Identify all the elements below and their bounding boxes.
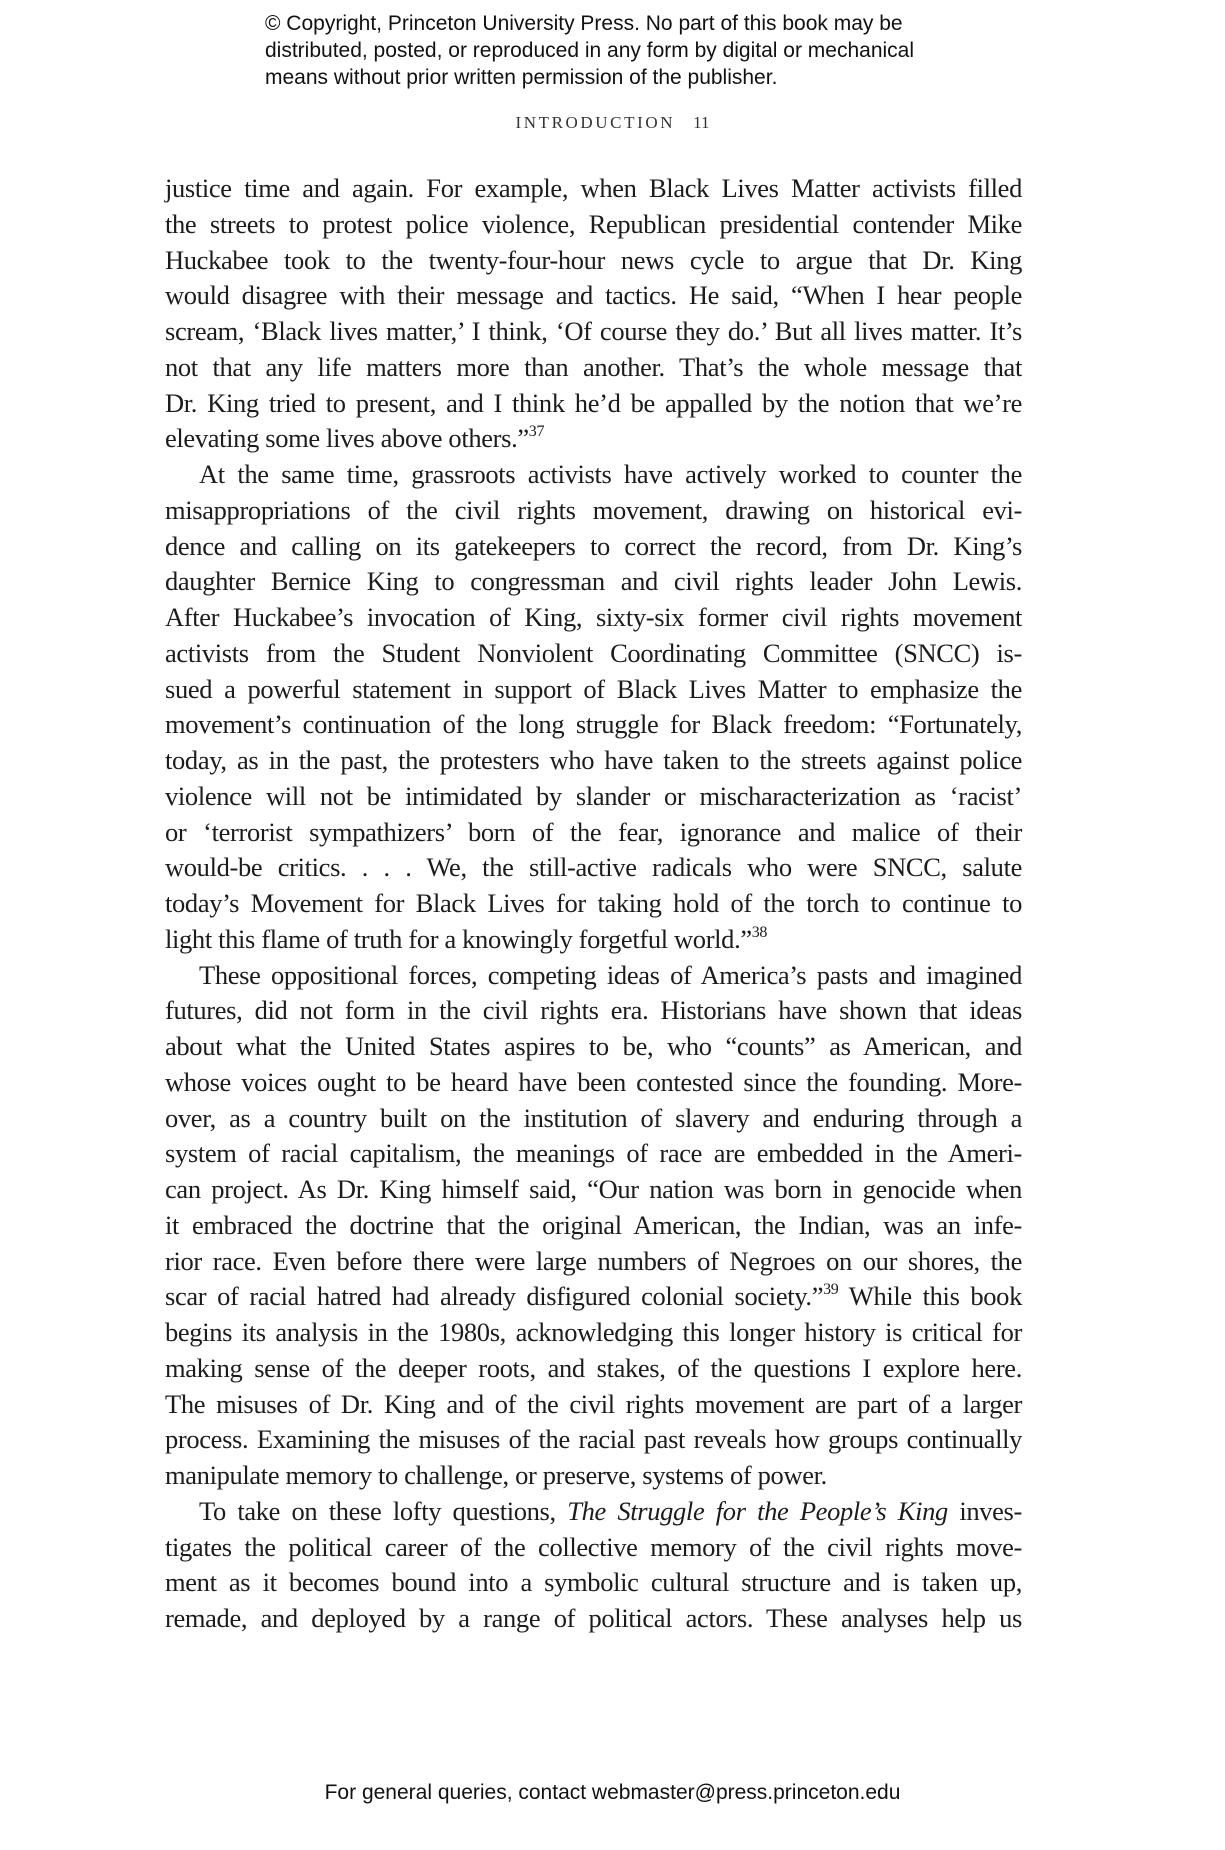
text-line-content bbox=[165, 1029, 1022, 1065]
text-line-content bbox=[165, 779, 1022, 815]
text-line-content bbox=[165, 1136, 1022, 1172]
text-line bbox=[165, 171, 1022, 207]
text-line-content bbox=[165, 421, 544, 457]
text-line bbox=[165, 636, 1022, 672]
text-line bbox=[165, 207, 1022, 243]
paragraph bbox=[165, 958, 1022, 1494]
text-run: today, as in the past, the protesters who have taken to the streets against police bbox=[165, 745, 1022, 775]
text-run: today’s Movement for Black Lives for taking hold of the torch to continue to bbox=[165, 888, 1022, 918]
text-line bbox=[165, 1172, 1022, 1208]
text-line-content bbox=[165, 1351, 1022, 1387]
text-run: justice time and again. For example, when Black Lives Matter activists filled bbox=[165, 173, 1022, 203]
text-line-content bbox=[165, 1172, 1022, 1208]
running-head bbox=[0, 113, 1225, 133]
text-line-content bbox=[165, 1458, 827, 1494]
text-run: the streets to protest police violence, Republican presidential contender Mike bbox=[165, 208, 1022, 239]
text-line-content bbox=[165, 600, 1022, 636]
text-line bbox=[165, 600, 1022, 636]
text-line bbox=[165, 1136, 1022, 1172]
text-line bbox=[165, 1494, 1022, 1530]
chapter-title: INTRODUCTION bbox=[515, 113, 676, 132]
text-line bbox=[165, 815, 1022, 851]
text-line-content bbox=[165, 993, 1022, 1029]
text-run: inves- bbox=[947, 1495, 1022, 1526]
text-line bbox=[165, 958, 1022, 994]
text-line-content bbox=[165, 350, 1022, 386]
text-line bbox=[165, 314, 1022, 350]
text-line-content bbox=[165, 314, 1022, 350]
text-line bbox=[165, 386, 1022, 422]
text-line-content bbox=[199, 457, 1022, 493]
text-line bbox=[165, 350, 1022, 386]
text-line-content bbox=[165, 564, 1022, 600]
text-line-content bbox=[165, 1387, 1022, 1423]
text-line bbox=[165, 1029, 1022, 1065]
text-run: scar of racial hatred had already disfigured colonial society.” bbox=[165, 1281, 824, 1312]
footer-contact: For general queries, contact webmaster@press.princeton.edu bbox=[324, 1781, 901, 1804]
text-line bbox=[165, 779, 1022, 815]
text-line-content bbox=[165, 1279, 1022, 1315]
text-run: After Huckabee’s invocation of King, sixty-six former civil rights movement bbox=[165, 602, 1022, 632]
copyright-line: © Copyright, Princeton University Press. No part of this book may be bbox=[265, 12, 903, 35]
text-run: light this flame of truth for a knowingly forgetful world.” bbox=[165, 923, 752, 954]
text-line-content bbox=[165, 886, 1022, 922]
text-line bbox=[165, 672, 1022, 708]
text-line bbox=[165, 278, 1022, 314]
text-run: would-be critics. . . . We, the still-active radicals who were SNCC, salute bbox=[165, 852, 1022, 883]
text-line bbox=[165, 707, 1022, 743]
text-line bbox=[165, 493, 1022, 529]
text-line-content bbox=[165, 815, 1022, 851]
text-line bbox=[165, 1244, 1022, 1280]
text-line bbox=[165, 922, 1022, 958]
text-line bbox=[165, 1315, 1022, 1351]
text-line-content bbox=[199, 1494, 1022, 1530]
text-line bbox=[165, 1208, 1022, 1244]
text-run: would disagree with their message and tactics. He said, “When I hear people bbox=[165, 280, 1022, 311]
text-run: futures, did not form in the civil rights era. Historians have shown that ideas bbox=[165, 995, 1022, 1026]
text-line-content bbox=[165, 922, 767, 958]
text-line-content bbox=[165, 1101, 1022, 1137]
text-run: sued a powerful statement in support of Black Lives Matter to emphasize the bbox=[165, 673, 1022, 704]
body-text bbox=[165, 171, 1022, 1637]
text-line bbox=[165, 243, 1022, 279]
text-run: daughter Bernice King to congressman and civil rights leader John Lewis. bbox=[165, 566, 1022, 597]
text-run: system of racial capitalism, the meanings of race are embedded in the Ameri- bbox=[165, 1138, 1022, 1169]
text-line bbox=[165, 1458, 1022, 1494]
text-run: over, as a country built on the institution of slavery and enduring through a bbox=[165, 1102, 1022, 1133]
text-run: The misuses of Dr. King and of the civil rights movement are part of a larger bbox=[165, 1388, 1022, 1419]
paragraph bbox=[165, 1494, 1022, 1637]
text-line-content bbox=[165, 1565, 1022, 1601]
text-line-content bbox=[165, 1244, 1022, 1280]
text-line bbox=[165, 564, 1022, 600]
text-run: ment as it becomes bound into a symbolic cultural structure and is taken up, bbox=[165, 1567, 1022, 1598]
text-run: process. Examining the misuses of the racial past reveals how groups continually bbox=[165, 1424, 1022, 1455]
text-line-content bbox=[165, 1065, 1022, 1101]
text-line-content bbox=[165, 707, 1022, 743]
text-run: misappropriations of the civil rights movement, drawing on historical evi- bbox=[165, 494, 1022, 525]
footnote-ref: 37 bbox=[528, 423, 545, 441]
text-line-content bbox=[165, 529, 1022, 565]
text-run: not that any life matters more than another. That’s the whole message that bbox=[165, 351, 1022, 382]
text-line-content bbox=[165, 278, 1022, 314]
text-run: movement’s continuation of the long struggle for Black freedom: “Fortunately, bbox=[165, 709, 1022, 740]
text-line-content bbox=[165, 1422, 1022, 1458]
text-line bbox=[165, 850, 1022, 886]
copyright-line: means without prior written permission of the publisher. bbox=[265, 66, 778, 89]
text-line bbox=[165, 743, 1022, 779]
text-run: rior race. Even before there were large numbers of Negroes on our shores, the bbox=[165, 1245, 1022, 1276]
paragraph bbox=[165, 171, 1022, 457]
text-line bbox=[165, 529, 1022, 565]
paragraph bbox=[165, 457, 1022, 958]
text-run: Dr. King tried to present, and I think he’d be appalled by the notion that we’re bbox=[165, 387, 1022, 418]
footnote-ref: 38 bbox=[751, 923, 768, 941]
text-line-content bbox=[165, 850, 1022, 886]
text-run: or ‘terrorist sympathizers’ born of the fear, ignorance and malice of their bbox=[165, 816, 1022, 847]
text-run: about what the United States aspires to be, who “counts” as American, and bbox=[165, 1031, 1022, 1061]
text-run: elevating some lives above others.” bbox=[165, 423, 529, 454]
text-run: whose voices ought to be heard have been contested since the founding. More- bbox=[165, 1066, 1022, 1097]
text-line-content bbox=[165, 1208, 1022, 1244]
text-run: manipulate memory to challenge, or preserve, systems of power. bbox=[165, 1460, 827, 1490]
text-line-content bbox=[165, 207, 1022, 243]
text-line-content bbox=[165, 243, 1022, 279]
text-run: Huckabee took to the twenty-four-hour news cycle to argue that Dr. King bbox=[165, 244, 1022, 275]
text-line-content bbox=[165, 1315, 1022, 1351]
text-line bbox=[165, 1279, 1022, 1315]
text-line bbox=[165, 1387, 1022, 1423]
text-line-content bbox=[165, 743, 1022, 779]
text-run: At the same time, grassroots activists have actively worked to counter the bbox=[199, 459, 1022, 489]
text-run: begins its analysis in the 1980s, acknowledging this longer history is critical for bbox=[165, 1317, 1022, 1347]
text-line bbox=[165, 886, 1022, 922]
text-line-content bbox=[199, 958, 1022, 994]
text-run: While this book bbox=[838, 1281, 1022, 1312]
text-line bbox=[165, 1422, 1022, 1458]
text-line bbox=[165, 1101, 1022, 1137]
book-title: The Struggle for the People’s King bbox=[567, 1495, 948, 1526]
copyright-notice bbox=[265, 10, 914, 91]
text-line-content bbox=[165, 493, 1022, 529]
text-run: These oppositional forces, competing ideas of America’s pasts and imagined bbox=[199, 959, 1022, 990]
text-line-content bbox=[165, 672, 1022, 708]
text-line-content bbox=[165, 1601, 1022, 1637]
text-run: activists from the Student Nonviolent Coordinating Committee (SNCC) is- bbox=[165, 637, 1022, 668]
text-line bbox=[165, 1565, 1022, 1601]
text-line bbox=[165, 421, 1022, 457]
text-line bbox=[165, 457, 1022, 493]
text-run: To take on these lofty questions, bbox=[199, 1495, 568, 1526]
text-run: remade, and deployed by a range of political actors. These analyses help us bbox=[165, 1603, 1022, 1633]
text-line bbox=[165, 993, 1022, 1029]
text-line bbox=[165, 1065, 1022, 1101]
text-run: can project. As Dr. King himself said, “Our nation was born in genocide when bbox=[165, 1174, 1022, 1204]
text-line bbox=[165, 1601, 1022, 1637]
text-line bbox=[165, 1530, 1022, 1566]
page-number: 11 bbox=[693, 113, 710, 132]
footnote-ref: 39 bbox=[823, 1281, 839, 1299]
text-line-content bbox=[165, 386, 1022, 422]
text-run: violence will not be intimidated by slander or mischaracterization as ‘racist’ bbox=[165, 780, 1022, 811]
text-run: making sense of the deeper roots, and stakes, of the questions I explore here. bbox=[165, 1352, 1022, 1383]
copyright-line: distributed, posted, or reproduced in any form by digital or mechanical bbox=[265, 39, 915, 62]
text-line-content bbox=[165, 636, 1022, 672]
text-run: tigates the political career of the collective memory of the civil rights move- bbox=[165, 1531, 1022, 1562]
text-run: it embraced the doctrine that the original American, the Indian, was an infe- bbox=[165, 1209, 1022, 1240]
text-line bbox=[165, 1351, 1022, 1387]
text-run: scream, ‘Black lives matter,’ I think, ‘Of course they do.’ But all lives matter. It’s bbox=[165, 316, 1022, 346]
text-line-content bbox=[165, 171, 1022, 207]
text-line-content bbox=[165, 1530, 1022, 1566]
text-run: dence and calling on its gatekeepers to correct the record, from Dr. King’s bbox=[165, 530, 1022, 561]
